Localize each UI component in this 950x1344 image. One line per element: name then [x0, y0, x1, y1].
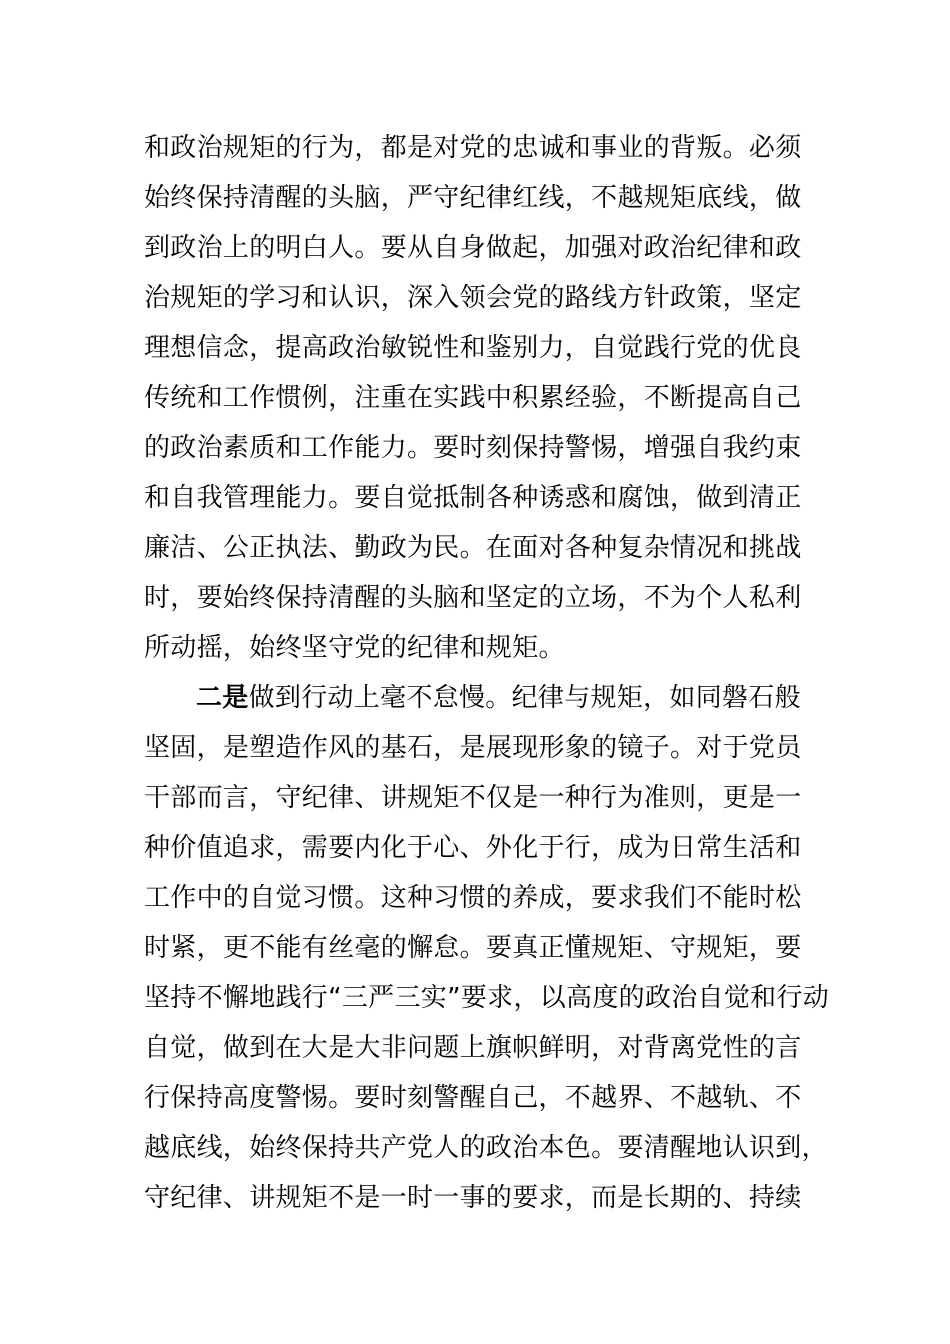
text-line: 和政治规矩的行为，都是对党的忠诚和事业的背叛。必须 — [144, 133, 802, 163]
text-line: 行保持高度警惕。要时刻警醒自己，不越界、不越轨、不 — [144, 1083, 802, 1113]
text-line: 守纪律、讲规矩不是一时一事的要求，而是长期的、持续 — [144, 1183, 802, 1213]
paragraph-2 — [144, 673, 830, 1223]
text-line: 自觉，做到在大是大非问题上旗帜鲜明，对背离党性的言 — [144, 1033, 802, 1063]
document-body — [144, 123, 830, 1223]
text-line: 越底线，始终保持共产党人的政治本色。要清醒地认识到， — [144, 1133, 828, 1163]
text-line: 时，要始终保持清醒的头脑和坚定的立场，不为个人私利 — [144, 583, 802, 613]
text-line: 种价值追求，需要内化于心、外化于行，成为日常生活和 — [144, 833, 802, 863]
text-line: 理想信念，提高政治敏锐性和鉴别力，自觉践行党的优良 — [144, 333, 802, 363]
text-line: 干部而言，守纪律、讲规矩不仅是一种行为准则，更是一 — [144, 783, 802, 813]
text-line: 坚固，是塑造作风的基石，是展现形象的镜子。对于党员 — [144, 733, 802, 763]
paragraph-2-lead-rest: 做到行动上毫不怠慢。纪律与规矩，如同磐石般 — [248, 683, 801, 713]
text-line: 所动摇，始终坚守党的纪律和规矩。 — [144, 633, 565, 663]
text-line: 到政治上的明白人。要从自身做起，加强对政治纪律和政 — [144, 233, 802, 263]
paragraph-2-lead-bold: 二是 — [196, 683, 249, 713]
text-line: 坚持不懈地践行“三严三实”要求，以高度的政治自觉和行动 — [144, 983, 830, 1013]
paragraph-1 — [144, 123, 814, 673]
text-line: 的政治素质和工作能力。要时刻保持警惕，增强自我约束 — [144, 433, 802, 463]
text-line: 治规矩的学习和认识，深入领会党的路线方针政策，坚定 — [144, 283, 802, 313]
text-line: 传统和工作惯例，注重在实践中积累经验，不断提高自己 — [144, 383, 802, 413]
text-line: 廉洁、公正执法、勤政为民。在面对各种复杂情况和挑战 — [144, 533, 802, 563]
text-line: 工作中的自觉习惯。这种习惯的养成，要求我们不能时松 — [144, 883, 802, 913]
text-line: 和自我管理能力。要自觉抵制各种诱惑和腐蚀，做到清正 — [144, 483, 802, 513]
text-line: 始终保持清醒的头脑，严守纪律红线，不越规矩底线，做 — [144, 183, 802, 213]
text-line: 时紧，更不能有丝毫的懈怠。要真正懂规矩、守规矩，要 — [144, 933, 802, 963]
paragraph-2-lead-line — [144, 673, 814, 723]
